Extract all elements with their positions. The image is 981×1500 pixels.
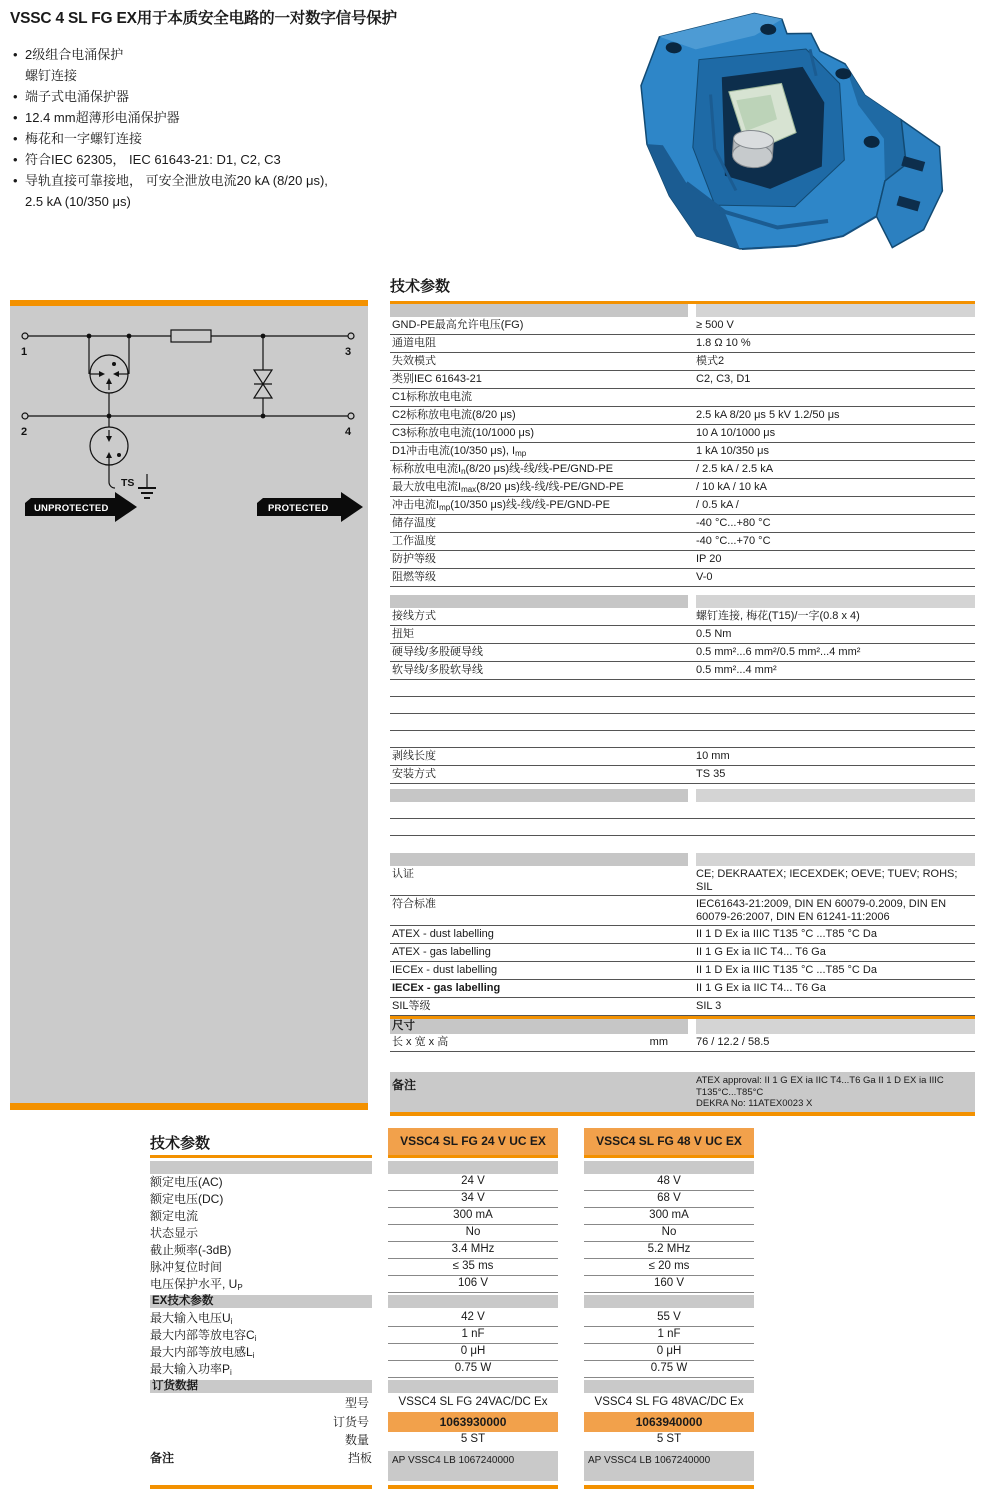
row-value: II 1 D Ex ia IIIC T135 °C ...T85 °C Da [696,928,877,940]
variant-section-bar [584,1295,754,1308]
variant-column-48v [584,1128,754,1489]
table-row [390,443,975,461]
row-value: II 1 G Ex ia IIC T4... T6 Ga [696,982,826,994]
row-value: 2.5 kA 8/20 μs 5 kV 1.2/50 μs [696,409,840,421]
ts-label: TS [121,477,135,489]
row-label: 硬导线/多股硬导线 [392,646,484,658]
row-value: 0.5 Nm [696,628,732,640]
terminal-2-label: 2 [21,426,28,438]
table-row [390,425,975,443]
section-bar-gap [688,789,696,802]
variant-row-value: 24 V [388,1174,558,1191]
variant-row-label: 电压保护水平, $U_P$ [150,1277,243,1292]
row-value [688,389,975,392]
row-label: 最大放电电流$I_{max}(8/20$ μs)线-线/线-PE/GND-PE [392,481,624,494]
table-section-bar [390,304,975,317]
variant-row-value: No [584,1225,754,1242]
row-value: 0.5 mm²...6 mm²/0.5 mm²...4 mm² [696,646,861,658]
table-row [390,662,975,680]
variant-row-value: 0.75 W [388,1361,558,1378]
table-row [390,551,975,569]
row-label: 阻燃等级 [392,571,436,583]
row-value: SIL 3 [696,1000,722,1012]
feature-bullet-5: • 导轨直接可靠接地， 可安全泄放电流20 kA (8/20 μs), [12,170,442,191]
row-value: 模式2 [696,355,725,367]
table-row [390,896,975,926]
variant-row-value: 68 V [584,1191,754,1208]
section-bar-left [390,304,688,317]
row-value: 1.8 Ω 10 % [696,337,751,349]
feature-bullet-1: • 端子式电涌保护器 [12,86,442,107]
row-label: 储存温度 [392,517,436,529]
column-bottom-rule [584,1485,754,1489]
row-label: 接线方式 [392,610,436,622]
variant-row-value: 5 ST [460,1433,486,1445]
remark-value: ATEX approval: II 1 G EX ia IIC T4...T6 Ga II 1 D EX ia IIIC T135°C...T85°C DEKRA No: 11ATEX0023 X [696,1075,944,1109]
variant-row-value: 3.4 MHz [388,1242,558,1259]
unprotected-banner [25,492,137,522]
row-value: / 10 kA / 10 kA [696,481,767,493]
row-label: 工作温度 [392,535,436,547]
variant-row-value: 300 mA [584,1208,754,1225]
variant-row-label: 型号 [344,1396,369,1410]
row-value: V-0 [696,571,713,583]
row-label: ATEX - dust labelling [392,928,494,940]
row-label: C2标称放电电流(8/20 μs) [392,409,516,421]
variant-row-value: VSSC4 SL FG 48VAC/DC Ex [594,1396,744,1408]
terminal-3-label: 3 [345,346,352,358]
column-bottom-rule [388,1485,558,1489]
baffle-label: 挡板 [347,1451,372,1465]
row-label: 认证 [392,868,414,880]
table-row [390,1034,975,1052]
technical-parameters-heading: 技术参数 [390,278,451,295]
row-label: ATEX - gas labelling [392,946,491,958]
remark-row [390,1072,975,1116]
table-section-bar [390,853,975,866]
variant-row-value: 34 V [388,1191,558,1208]
variant-row-value: 42 V [388,1310,558,1327]
section-bar-right [696,853,975,866]
feature-bullet-4: • 符合IEC 62305， IEC 61643-21: D1, C2, C3 [12,149,442,170]
row-unit: mm [649,1036,668,1048]
technical-parameters-table [390,278,975,1116]
variant-row-label: 最大输入电压$U_i$ [150,1311,233,1326]
variant-row-value: 55 V [584,1310,754,1327]
section-bar-right [696,595,975,608]
section-bar-left [390,789,688,802]
variant-column-24v [388,1128,558,1489]
table-row [390,626,975,644]
variant-row-label: 额定电压(DC) [150,1192,224,1206]
table-row [390,644,975,662]
table-row [390,371,975,389]
row-label: 失效模式 [392,355,436,367]
row-label: 防护等级 [392,553,436,565]
row-value: 76 / 12.2 / 58.5 [696,1036,770,1048]
row-label: C3标称放电电流(10/1000 μs) [392,427,535,439]
table-row [390,335,975,353]
table-row [390,389,975,407]
variant-row-value: 0 μH [584,1344,754,1361]
order-number-value: 1063930000 [388,1412,558,1432]
row-value: -40 °C...+70 °C [696,535,771,547]
row-label: 通道电阻 [392,337,436,349]
table-row [390,998,975,1016]
variant-row-value: 1 nF [584,1327,754,1344]
row-label: 符合标准 [392,898,436,910]
row-label: 软导线/多股软导线 [392,664,484,676]
row-value: 10 mm [696,750,730,762]
feature-bullet-0: • 2级组合电涌保护 [12,44,442,65]
section-bar-right [696,304,975,317]
variant-row-value: ≤ 20 ms [584,1259,754,1276]
row-label: IECEx - gas labelling [392,982,501,994]
table-row [390,980,975,998]
variant-row-label: 数量 [344,1433,369,1447]
row-label: SIL等级 [392,1000,431,1012]
variant-row-value: ≤ 35 ms [388,1259,558,1276]
table-row [390,353,975,371]
row-value: ≥ 500 V [696,319,734,331]
section-bar-left: 尺寸 [390,1019,688,1034]
section-bar-left [390,595,688,608]
feature-bullet-2: • 12.4 mm超薄形电涌保护器 [12,107,442,128]
variant-table-label-column [150,1128,372,1489]
variant-row-value: No [388,1225,558,1242]
variant-header-1: VSSC4 SL FG 48 V UC EX [584,1128,754,1158]
feature-bullet-5-cont: 2.5 kA (10/350 μs) [25,194,131,209]
table-row [390,926,975,944]
empty-row [390,680,975,697]
row-gap [390,836,975,853]
variant-row-label: 最大内部等放电容$C_i$ [150,1328,257,1343]
terminal-1-label: 1 [21,346,28,358]
variant-row-label: 额定电压(AC) [150,1175,223,1189]
label-column-bar [150,1161,372,1174]
row-label: 类别IEC 61643-21 [392,373,482,385]
remark-label: 备注 [392,1078,417,1092]
variant-row-value: 160 V [584,1276,754,1293]
table-row [390,533,975,551]
empty-row [390,697,975,714]
row-label: C1标称放电电流 [392,391,473,403]
empty-row [390,714,975,731]
heading-rule [150,1155,372,1158]
table-row [390,317,975,335]
row-label: 标称放电电流$I_n(8/20$ μs)线-线/线-PE/GND-PE [392,463,614,476]
variant-section-bar [388,1380,558,1393]
empty-row [390,802,975,819]
variant-column-bar [388,1161,558,1174]
section-bar-right [696,789,975,802]
section-bar-gap [688,853,696,866]
variant-section-bar [584,1380,754,1393]
variant-row-value: 5 ST [656,1433,682,1445]
order-number-value: 1063940000 [584,1412,754,1432]
row-value: TS 35 [696,768,726,780]
technical-parameters-rows [390,304,975,1116]
row-value: 10 A 10/1000 μs [696,427,776,439]
variant-row-label: 额定电流 [150,1209,199,1223]
row-value: II 1 G Ex ia IIC T4... T6 Ga [696,946,826,958]
protected-banner [257,492,363,522]
row-value: C2, C3, D1 [696,373,751,385]
row-value: IP 20 [696,553,722,565]
table-row [390,608,975,626]
baffle-value: AP VSSC4 LB 1067240000 [388,1451,558,1481]
row-label: 安装方式 [392,768,436,780]
section-bar-gap [688,595,696,608]
table-row [390,479,975,497]
variant-row-value: 106 V [388,1276,558,1293]
table-row [390,962,975,980]
section-bar-left [390,853,688,866]
terminal-block-image [598,4,980,262]
variant-section-bar [388,1295,558,1308]
circuit-diagram [11,314,367,529]
protected-label: PROTECTED [268,503,329,514]
table-row [390,748,975,766]
row-label: IECEx - dust labelling [392,964,498,976]
section-bar-gap [688,304,696,317]
variant-row-label: 截止频率(-3dB) [150,1243,232,1257]
page-title: VSSC 4 SL FG EX用于本质安全电路的一对数字信号保护 [10,10,397,27]
variant-row-value: 1 nF [388,1327,558,1344]
variant-header-0: VSSC4 SL FG 24 V UC EX [388,1128,558,1158]
row-value: CE; DEKRAATEX; IECEXDEK; OEVE; TUEV; ROHS; SIL [696,868,958,893]
row-value: / 0.5 kA / [696,499,739,511]
variant-row-label: 状态显示 [150,1226,199,1240]
empty-row [390,731,975,748]
variant-row-value: VSSC4 SL FG 24VAC/DC Ex [398,1396,548,1408]
variant-row-label: 脉冲复位时间 [150,1260,223,1274]
remark-label: 备注 [150,1451,175,1465]
baffle-value: AP VSSC4 LB 1067240000 [584,1451,754,1481]
table-row [390,497,975,515]
row-label: D1冲击电流(10/350 μs), $I_{mp}$ [392,445,527,458]
row-label: 长 x 宽 x 高 mm [390,1034,688,1050]
variant-column-bar [584,1161,754,1174]
table-row [390,866,975,896]
row-label: 冲击电流$I_{mp}(10/350$ μs)线-线/线-PE/GND-PE [392,499,610,512]
variant-section-label: EX技术参数 [150,1295,372,1308]
variant-section-label: 订货数据 [150,1380,372,1393]
row-value: II 1 D Ex ia IIIC T135 °C ...T85 °C Da [696,964,877,976]
variant-row-value: 300 mA [388,1208,558,1225]
feature-bullet-list [12,44,442,212]
table-section-bar [390,789,975,802]
row-value: IEC61643-21:2009, DIN EN 60079-0.2009, DIN EN 60079-26:2007, DIN EN 61241-11:2006 [696,898,947,923]
terminal-4-label: 4 [345,426,352,438]
unprotected-label: UNPROTECTED [34,503,109,514]
empty-row [390,819,975,836]
row-gap [390,587,975,595]
variant-table-heading: 技术参数 [150,1135,211,1152]
circuit-diagram-panel [10,300,368,1110]
table-row [390,569,975,587]
row-label: 扭矩 [392,628,414,640]
product-photo [598,4,980,262]
variant-table-heading-cell [150,1128,372,1155]
table-row [390,461,975,479]
feature-bullet-3: • 梅花和一字螺钉连接 [12,128,442,149]
row-value: / 2.5 kA / 2.5 kA [696,463,774,475]
row-value: 0.5 mm²...4 mm² [696,664,777,676]
section-bar-gap [688,1019,696,1034]
remark-baffle-labels [150,1451,372,1481]
variant-row-value: 5.2 MHz [584,1242,754,1259]
column-bottom-rule [150,1485,372,1489]
variant-row-value: 0 μH [388,1344,558,1361]
table-row [390,944,975,962]
feature-bullet-0-cont: 螺钉连接 [25,68,78,83]
table-row [390,407,975,425]
section-header-row [390,1019,975,1034]
variant-row-label: 最大内部等放电感$L_i$ [150,1345,255,1360]
row-label: GND-PE最高允许电压(FG) [392,319,524,331]
table-section-bar [390,595,975,608]
row-gap [390,1052,975,1072]
variant-row-label: 最大输入功率$P_i$ [150,1362,232,1377]
variant-row-value: 0.75 W [584,1361,754,1378]
table-row [390,515,975,533]
section-bar-right [696,1019,975,1034]
row-label: 剥线长度 [392,750,436,762]
row-value: 1 kA 10/350 μs [696,445,769,457]
table-row [390,766,975,784]
order-number-label: 订货号 [332,1415,369,1429]
row-value: -40 °C...+80 °C [696,517,771,529]
variant-row-value: 48 V [584,1174,754,1191]
row-value: 螺钉连接, 梅花(T15)/一字(0.8 x 4) [696,610,860,622]
